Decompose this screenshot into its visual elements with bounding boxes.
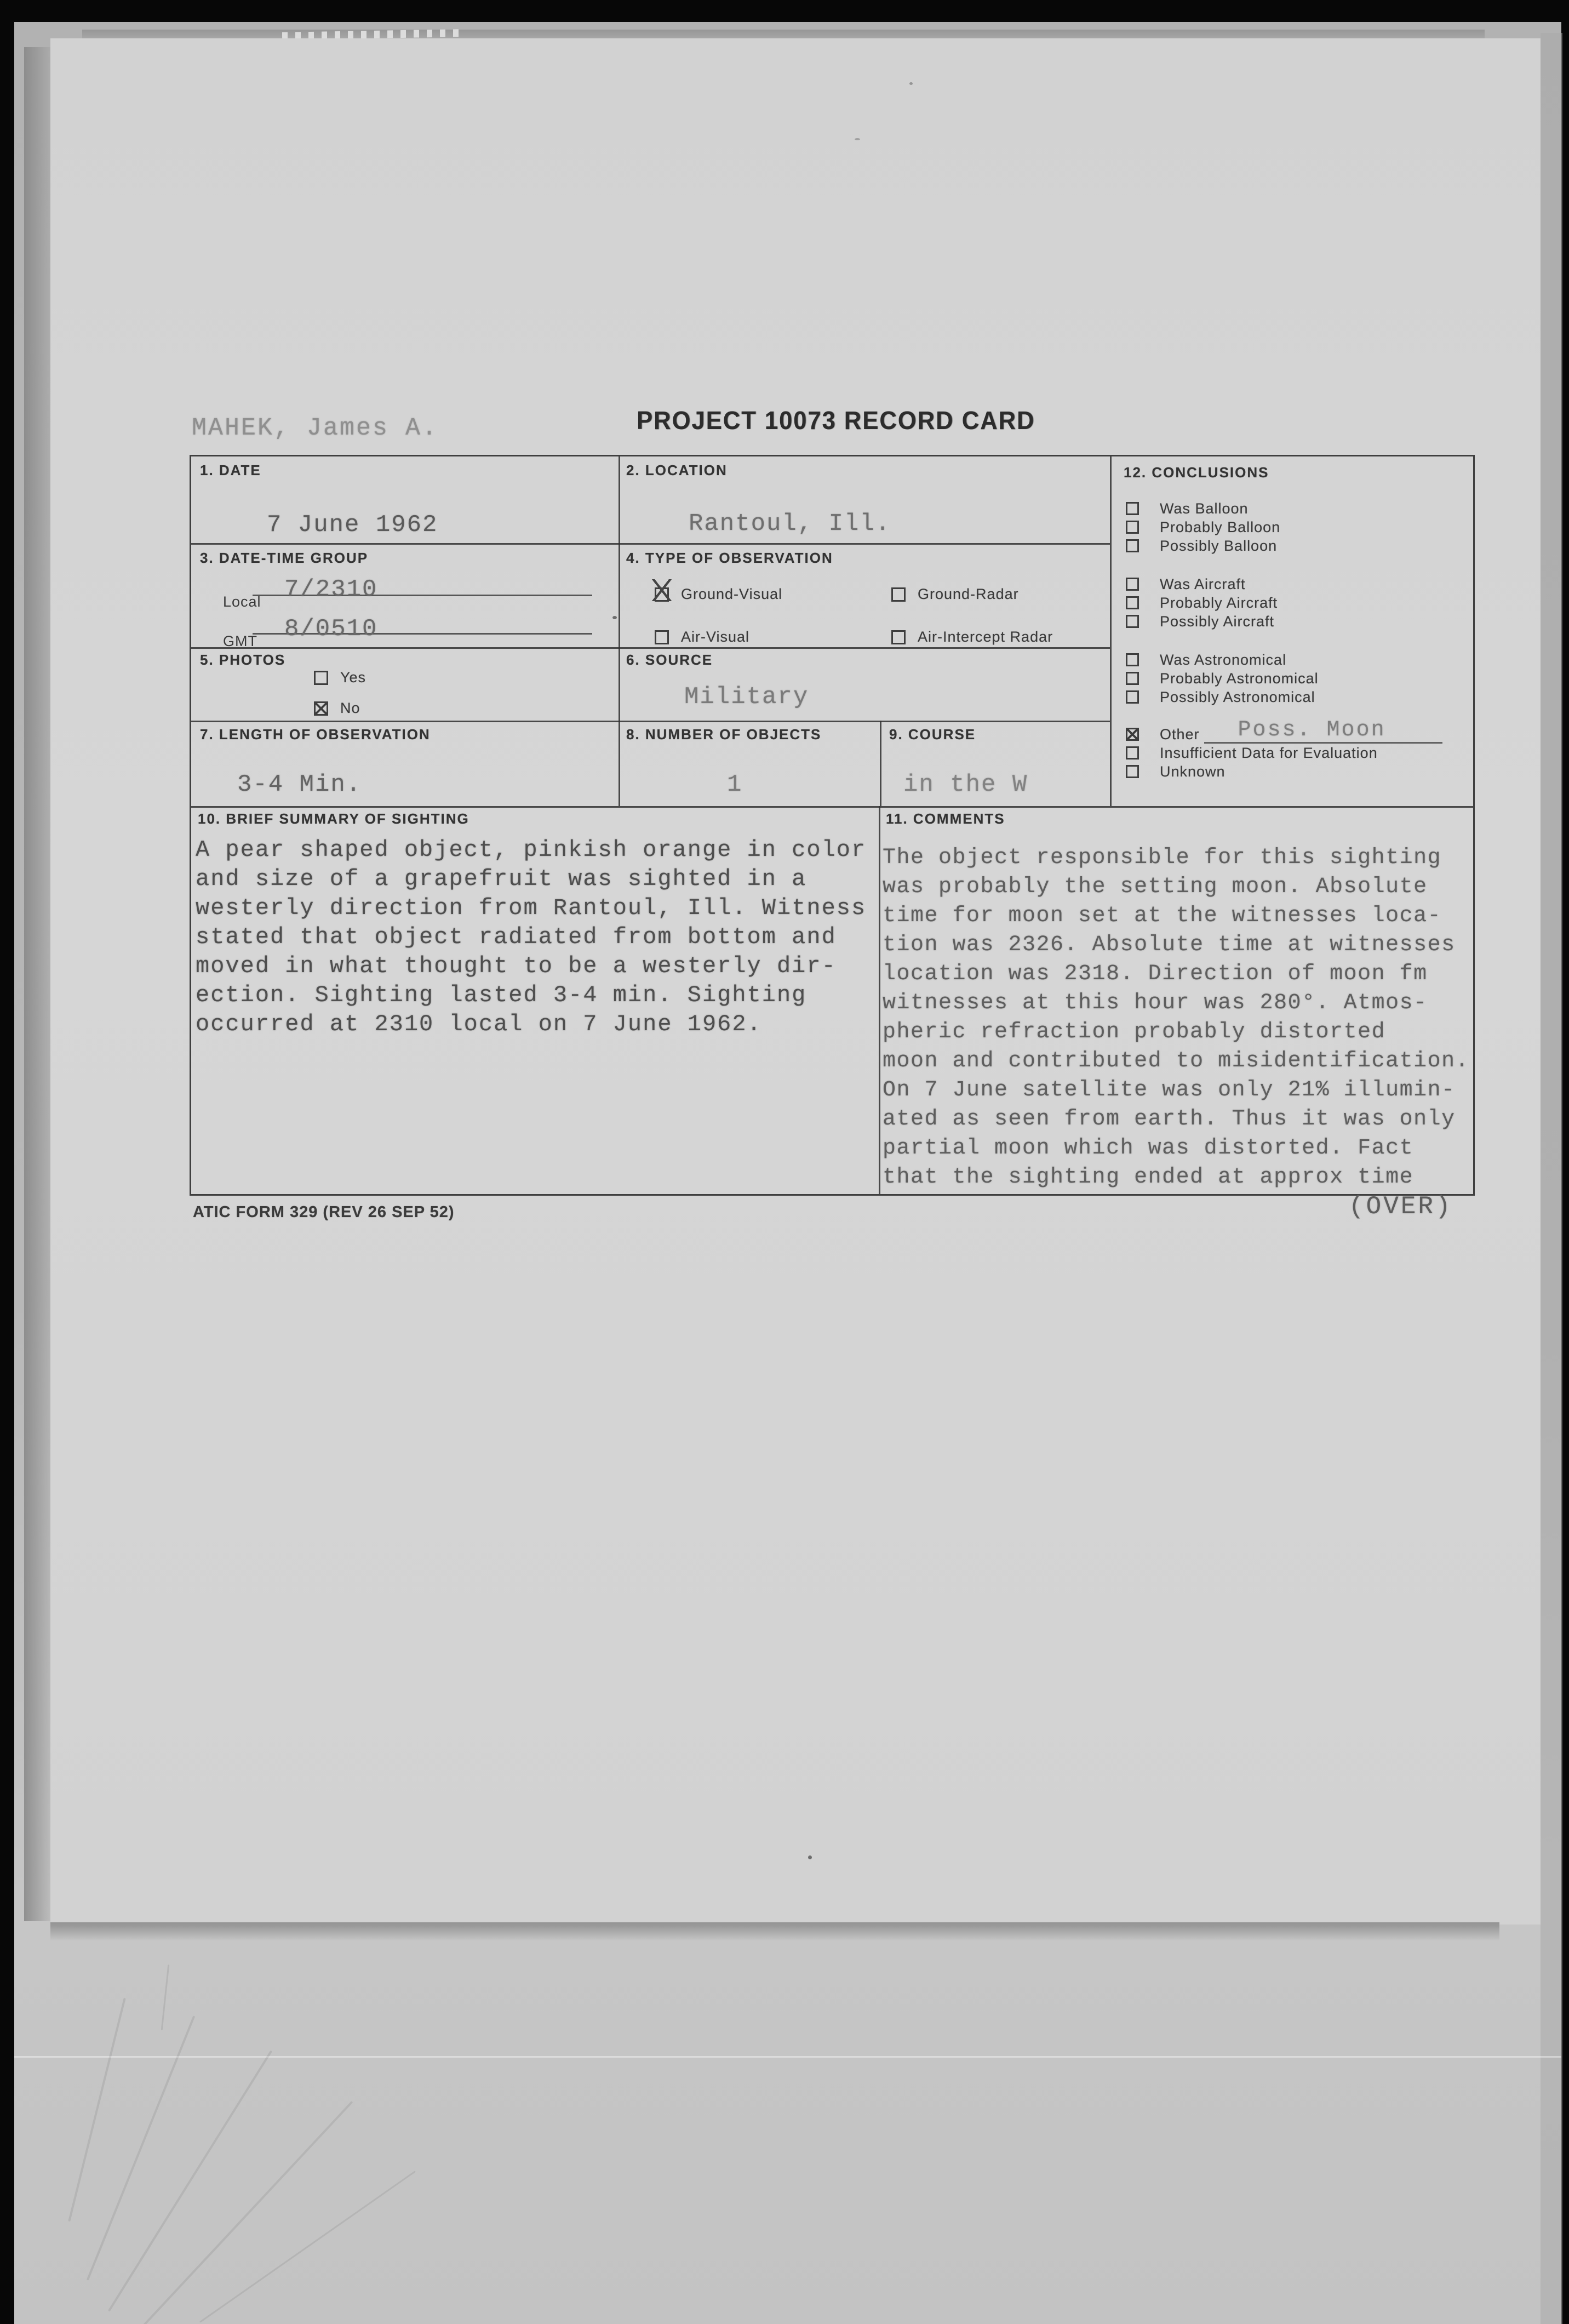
conclusion-label: Probably Balloon [1160,518,1281,535]
option-label: Air-Intercept Radar [918,629,1053,645]
conclusions-group-balloon [1126,499,1465,555]
date-time-group-label: 3. DATE-TIME GROUP [200,550,369,566]
summary-line: A pear shaped object, pinkish orange in color [196,837,867,863]
conclusion-label: Probably Aircraft [1160,594,1278,611]
checkbox-icon [891,630,906,644]
option-ground-visual [655,586,782,603]
course-label: 9. COURSE [889,726,976,743]
conclusion-label: Unknown [1160,763,1226,780]
option-label: No [340,700,360,716]
date-label: 1. DATE [200,462,261,478]
grid-line [619,456,620,806]
conclusions-group-aircraft [1126,575,1465,631]
conclusion-item [1126,688,1465,706]
conclusion-item [1126,518,1465,536]
comments-line: The object responsible for this sighting [883,846,1442,870]
summary-line: ection. Sighting lasted 3-4 min. Sighting [196,982,807,1008]
record-card [190,455,1475,1196]
checkbox-icon [891,587,906,602]
checkbox-icon [1126,615,1139,628]
conclusions-group-astronomical [1126,650,1465,706]
checkbox-icon [1126,502,1139,515]
conclusion-item-other [1126,717,1465,744]
ink-speck [808,1855,812,1859]
checkbox-icon [1126,653,1139,666]
comments-line: time for moon set at the witnesses loca- [883,904,1442,928]
conclusion-item [1126,650,1465,669]
page-title: PROJECT 10073 RECORD CARD [637,406,1035,435]
option-label: Ground-Visual [681,586,783,602]
checkbox-icon [1126,690,1139,704]
length-of-observation-label: 7. LENGTH OF OBSERVATION [200,726,431,743]
length-of-observation-value: 3-4 Min. [237,771,362,798]
conclusion-label: Was Aircraft [1160,575,1246,592]
conclusion-item [1126,499,1465,518]
grid-line [1110,456,1112,806]
option-label: Air-Visual [681,629,750,645]
option-label: Yes [340,669,367,686]
location-value: Rantoul, Ill. [689,510,891,538]
grid-line [879,806,880,1194]
conclusion-label: Insufficient Data for Evaluation [1160,744,1378,761]
conclusion-item [1126,762,1465,781]
course-value: in the W [903,771,1028,798]
checkbox-icon [1126,521,1139,534]
comments-line: that the sighting ended at approx time [883,1165,1414,1190]
gmt-label: GMT [223,633,257,649]
gmt-value: 8/0510 [284,615,378,643]
option-air-visual [655,629,749,646]
photos-label: 5. PHOTOS [200,652,286,668]
option-photos-yes [314,669,366,686]
conclusion-item [1126,612,1465,631]
checkbox-icon [655,587,669,602]
conclusion-item [1126,536,1465,555]
summary-line: stated that object radiated from bottom and [196,924,837,950]
grid-line [191,647,1110,649]
comments-label: 11. COMMENTS [886,810,1005,827]
conclusion-label: Possibly Aircraft [1160,613,1275,630]
grid-line [880,721,881,806]
local-value: 7/2310 [284,576,378,603]
local-label: Local [223,593,261,610]
comments-line: tion was 2326. Absolute time at witnesses [883,933,1456,957]
number-of-objects-value: 1 [727,771,743,798]
comments-line: location was 2318. Direction of moon fm [883,962,1428,986]
conclusion-item [1126,575,1465,593]
conclusion-item [1126,593,1465,612]
other-value: Poss. Moon [1238,717,1386,743]
comments-line: moon and contributed to misidentification. [883,1049,1470,1074]
grid-line [191,721,1110,722]
comments-line: was probably the setting moon. Absolute [883,875,1428,899]
checkbox-icon [1126,746,1139,760]
brief-summary-text [196,836,866,1039]
form-number: ATIC FORM 329 (REV 26 SEP 52) [193,1203,455,1221]
conclusion-label: Other [1160,726,1200,743]
comments-line: partial moon which was distorted. Fact [883,1136,1414,1161]
checkbox-icon [1126,728,1139,741]
ink-speck [909,82,913,85]
checkbox-icon [655,630,669,644]
paper-bottom-shadow [50,1922,1499,1941]
option-label: Ground-Radar [918,586,1019,602]
source-value: Military [684,683,809,711]
checkbox-icon [1126,539,1139,552]
conclusions-label: 12. CONCLUSIONS [1124,464,1269,481]
other-underline [1204,717,1442,744]
comments-line: witnesses at this hour was 280°. Atmos- [883,991,1428,1015]
conclusion-label: Possibly Astronomical [1160,688,1315,705]
summary-line: westerly direction from Rantoul, Ill. Witness [196,895,867,921]
date-value: 7 June 1962 [267,511,438,539]
checkbox-icon [1126,578,1139,591]
witness-name-annotation: MAHEK, James A. [192,414,439,442]
grid-line [191,806,1473,808]
checkbox-icon [314,671,328,685]
comments-line: On 7 June satellite was only 21% illumin- [883,1078,1456,1103]
number-of-objects-label: 8. NUMBER OF OBJECTS [626,726,822,743]
location-label: 2. LOCATION [626,462,728,478]
summary-line: moved in what thought to be a westerly dir- [196,953,837,979]
grid-line [191,543,1110,545]
conclusion-item [1126,744,1465,762]
checkbox-icon [1126,765,1139,778]
checkbox-icon [1126,596,1139,609]
type-of-observation-label: 4. TYPE OF OBSERVATION [626,550,833,566]
conclusion-label: Possibly Balloon [1160,537,1278,554]
scanner-artifact-line [14,2056,1561,2058]
ink-speck [855,138,860,140]
source-label: 6. SOURCE [626,652,713,668]
summary-line: and size of a grapefruit was sighted in a [196,866,807,892]
conclusion-label: Was Balloon [1160,500,1249,517]
option-air-intercept-radar [891,629,1053,646]
comments-line: ated as seen from earth. Thus it was only [883,1107,1456,1132]
conclusion-label: Was Astronomical [1160,651,1287,668]
summary-line: occurred at 2310 local on 7 June 1962. [196,1011,762,1037]
comments-line: pheric refraction probably distorted [883,1020,1386,1044]
brief-summary-label: 10. BRIEF SUMMARY OF SIGHTING [198,810,469,827]
over-note: (OVER) [1349,1192,1453,1221]
comments-text [883,843,1469,1192]
conclusion-item [1126,669,1465,688]
conclusions-group-other [1126,717,1465,781]
checkbox-icon [1126,672,1139,685]
conclusion-label: Probably Astronomical [1160,670,1319,687]
checkbox-icon [314,701,328,716]
sheet-right-margin [1541,33,1562,2324]
option-ground-radar [891,586,1019,603]
option-photos-no [314,700,360,717]
